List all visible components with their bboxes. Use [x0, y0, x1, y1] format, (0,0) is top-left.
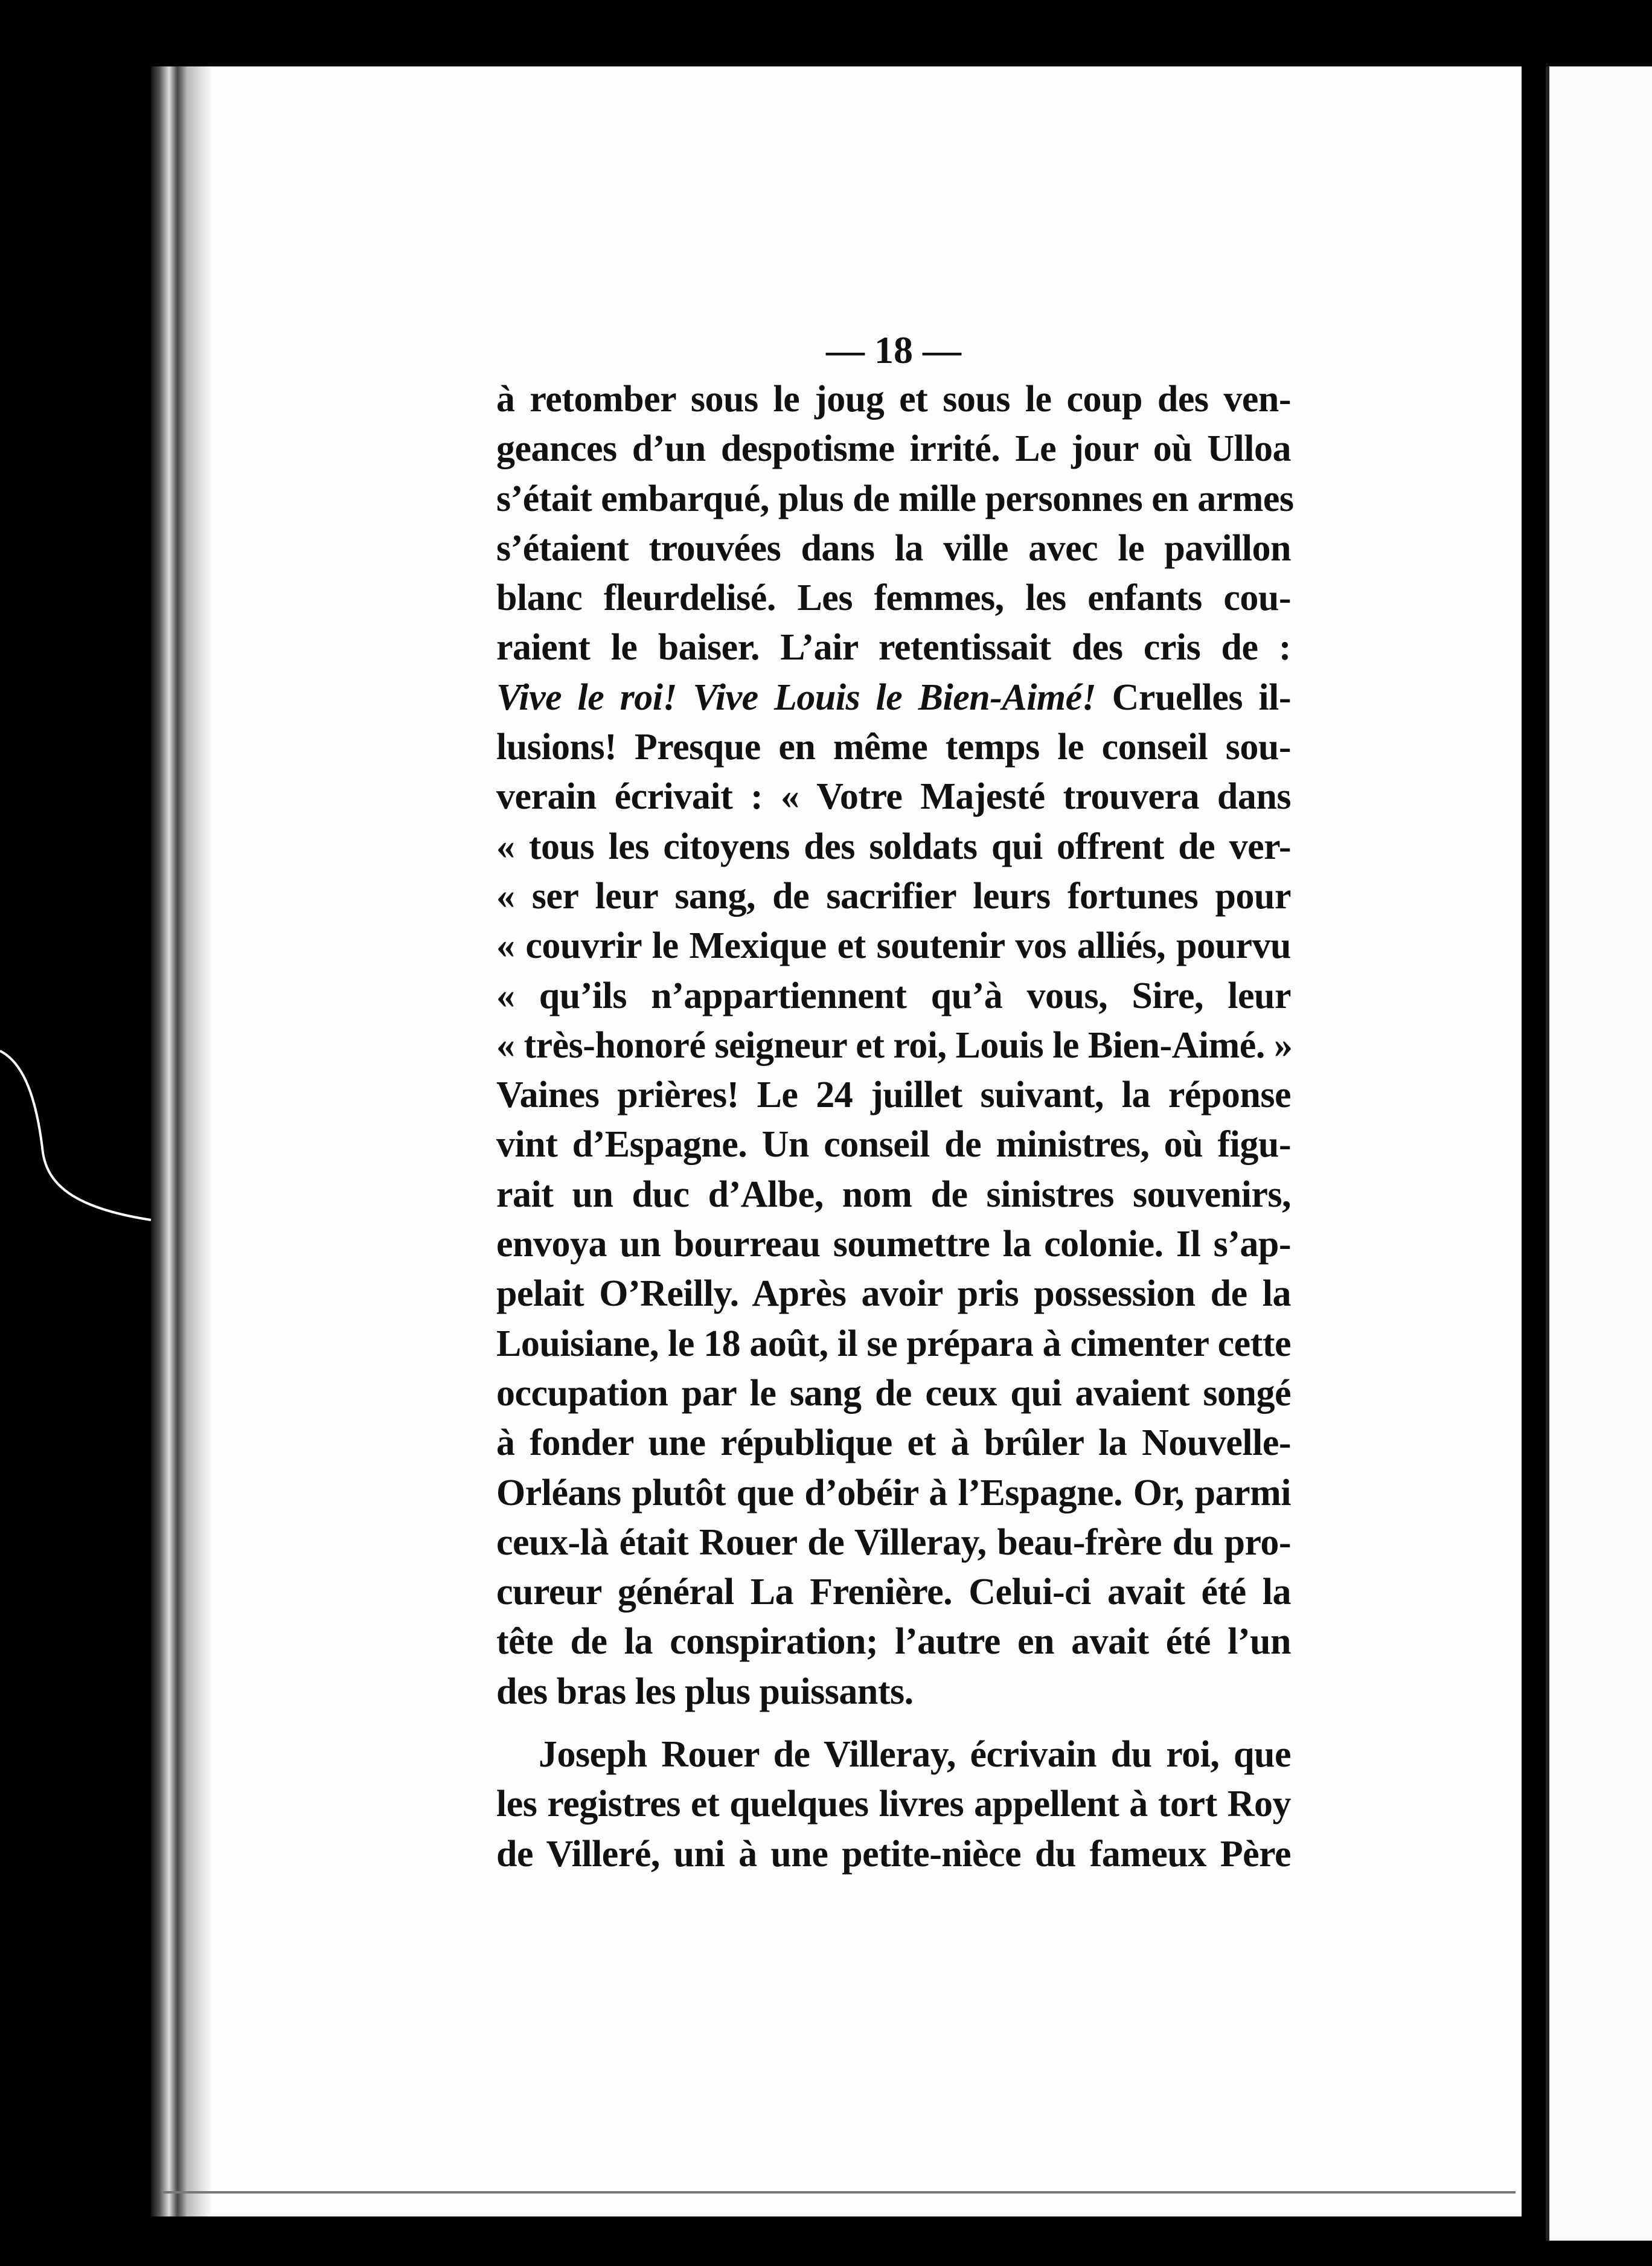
paragraph-gap	[496, 1716, 1291, 1730]
text-line	[496, 871, 1291, 921]
text-run: des bras les plus puissants.	[496, 1671, 914, 1712]
text-line	[496, 623, 1291, 672]
text-line	[496, 1829, 1291, 1879]
text-run: lusions! Presque en même temps le conseil sou-	[496, 727, 1291, 768]
text-line	[496, 1418, 1291, 1468]
italic-text-run: Vive le roi! Vive Louis le Bien-Aimé!	[496, 676, 1097, 718]
text-line	[496, 474, 1294, 524]
text-line	[496, 921, 1291, 971]
text-run: s’était embarqué, plus de mille personnes en armes	[496, 478, 1294, 519]
text-run: « couvrir le Mexique et soutenir vos alliés, pourvu	[496, 925, 1291, 967]
text-line	[496, 424, 1291, 473]
text-run: « très-honoré seigneur et roi, Louis le Bien-Aimé. »	[496, 1024, 1293, 1066]
text-run: verain écrivait : « Votre Majesté trouvera dans	[496, 776, 1291, 818]
text-line	[496, 573, 1291, 623]
text-line	[496, 772, 1291, 821]
paragraph	[496, 374, 1294, 1716]
page-text-block	[496, 326, 1294, 1879]
text-line	[496, 1617, 1291, 1666]
text-line	[496, 1518, 1291, 1567]
text-line	[496, 1567, 1291, 1617]
text-run: Louisiane, le 18 août, il se prépara à cimenter cette	[496, 1323, 1291, 1364]
text-run: raient le baiser. L’air retentissait des cris de :	[496, 627, 1291, 669]
page-number: — 18 —	[826, 329, 961, 371]
text-line	[496, 1468, 1291, 1518]
text-line	[496, 1269, 1291, 1318]
text-run: ceux-là était Rouer de Villeray, beau-frère du pro-	[496, 1521, 1291, 1563]
binding-curve-mark	[0, 1027, 157, 1244]
text-run: blanc fleurdelisé. Les femmes, les enfants cou-	[496, 577, 1291, 619]
text-run: Joseph Rouer de Villeray, écrivain du roi, que	[539, 1734, 1291, 1776]
text-run: rait un duc d’Albe, nom de sinistres souvenirs,	[496, 1173, 1291, 1215]
text-run: occupation par le sang de ceux qui avaient songé	[496, 1372, 1291, 1414]
text-line	[496, 1369, 1291, 1418]
text-run: Cruelles il-	[1096, 676, 1291, 718]
text-line	[496, 1070, 1291, 1120]
text-run: de Villeré, uni à une petite-nièce du fameux Père	[496, 1833, 1291, 1875]
text-run: s’étaient trouvées dans la ville avec le pavillon	[496, 527, 1291, 569]
text-line	[496, 971, 1291, 1021]
adjacent-page-edge	[1546, 66, 1652, 2241]
text-run: geances d’un despotisme irrité. Le jour où Ulloa	[496, 428, 1291, 470]
text-line	[496, 524, 1291, 573]
paragraph	[496, 1730, 1291, 1879]
text-line	[496, 1779, 1291, 1829]
text-line	[496, 1667, 1291, 1716]
text-run: Vaines prières! Le 24 juillet suivant, la réponse	[496, 1074, 1291, 1116]
text-line	[496, 1170, 1291, 1219]
text-line	[496, 1120, 1291, 1169]
text-run: « qu’ils n’appartiennent qu’à vous, Sire, leur	[496, 975, 1291, 1016]
text-line	[496, 374, 1291, 424]
text-run: à retomber sous le joug et sous le coup des ven-	[496, 379, 1291, 420]
text-run: « ser leur sang, de sacrifier leurs fortunes pour	[496, 875, 1291, 917]
text-run: envoya un bourreau soumettre la colonie. Il s’ap-	[496, 1224, 1291, 1265]
text-run: « tous les citoyens des soldats qui offrent de ver-	[496, 826, 1291, 867]
text-line	[496, 1730, 1291, 1779]
text-line	[496, 673, 1291, 722]
page-gutter-shadow	[151, 66, 211, 2216]
text-line	[496, 1021, 1291, 1070]
text-line	[496, 822, 1291, 871]
text-run: Orléans plutôt que d’obéir à l’Espagne. Or, parmi	[496, 1472, 1291, 1513]
text-run: tête de la conspiration; l’autre en avait été l’un	[496, 1621, 1291, 1663]
text-paragraphs	[496, 374, 1294, 1879]
text-line	[496, 1319, 1291, 1369]
text-run: cureur général La Frenière. Celui-ci avait été la	[496, 1571, 1291, 1613]
text-line	[496, 1219, 1291, 1269]
text-run: vint d’Espagne. Un conseil de ministres, où figu-	[496, 1124, 1291, 1166]
text-line	[496, 722, 1291, 772]
page-bottom-edge	[163, 2191, 1516, 2194]
text-run: à fonder une république et à brûler la Nouvelle-	[496, 1422, 1291, 1464]
text-run: les registres et quelques livres appellent à tort Roy	[496, 1783, 1291, 1825]
text-run: pelait O’Reilly. Après avoir pris possession de la	[496, 1273, 1291, 1315]
